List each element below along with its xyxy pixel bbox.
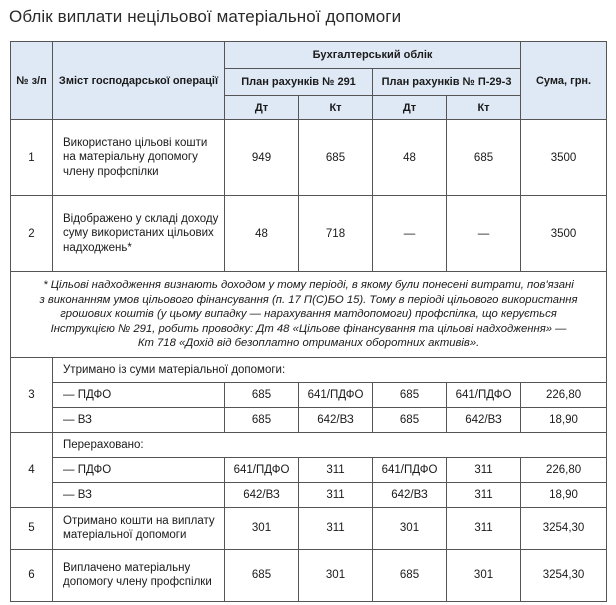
row-kt1: 718 <box>299 196 373 272</box>
row-kt1: 685 <box>299 120 373 196</box>
table-row <box>11 382 607 407</box>
row-dt1: 48 <box>225 196 299 272</box>
row-sum: 18,90 <box>521 482 607 507</box>
row-operation: — ПДФО <box>53 457 225 482</box>
row-dt1: 685 <box>225 549 299 601</box>
row-num: 1 <box>11 120 53 196</box>
row-kt2: 641/ПДФО <box>447 382 521 407</box>
row-dt2: 685 <box>373 382 447 407</box>
footnote <box>11 272 607 358</box>
header-dt-291: Дт <box>225 96 299 120</box>
table-row <box>11 432 607 457</box>
row-operation: Використано цільові кошти на матеріальну допомогу члену профспілки <box>53 120 225 196</box>
row-operation: Виплачено матеріальну допомогу члену профспілки <box>53 549 225 601</box>
row-num: 6 <box>11 549 53 601</box>
row-operation: Отримано кошти на виплату матеріальної допомоги <box>53 507 225 549</box>
row-sum: 3500 <box>521 196 607 272</box>
row-num: 3 <box>11 357 53 432</box>
table-row <box>11 457 607 482</box>
footnote-line: Інструкцією № 291, робить проводку: Дт 48 «Цільове фінансування та цільові надходження» — <box>50 322 567 335</box>
header-plan-p29: План рахунків № П-29-3 <box>373 69 521 96</box>
row-dt1: 949 <box>225 120 299 196</box>
table-row <box>11 482 607 507</box>
row-kt1: 642/ВЗ <box>299 407 373 432</box>
header-sum: Сума, грн. <box>521 42 607 120</box>
row-kt2: 311 <box>447 457 521 482</box>
row-sum: 18,90 <box>521 407 607 432</box>
row-dt1: 685 <box>225 407 299 432</box>
table-row <box>11 120 607 196</box>
row-dt2: 642/ВЗ <box>373 482 447 507</box>
row-num: 5 <box>11 507 53 549</box>
row-dt1: 301 <box>225 507 299 549</box>
row-sum: 226,80 <box>521 457 607 482</box>
page-title: Облік виплати нецільової матеріальної допомоги <box>9 7 402 26</box>
header-kt-291: Кт <box>299 96 373 120</box>
row-num: 2 <box>11 196 53 272</box>
row-kt1: 311 <box>299 457 373 482</box>
row-kt1: 641/ПДФО <box>299 382 373 407</box>
table-row <box>11 357 607 382</box>
header-num: № з/п <box>11 42 53 120</box>
header-kt-p29: Кт <box>447 96 521 120</box>
table-row <box>11 507 607 549</box>
row-dt2: 685 <box>373 407 447 432</box>
table-row <box>11 196 607 272</box>
row-dt2: 685 <box>373 549 447 601</box>
row-kt2: 311 <box>447 507 521 549</box>
row-operation: Відображено у складі доходу суму використаних цільових надходжень* <box>53 196 225 272</box>
footnote-row <box>11 272 607 358</box>
row-sum: 3254,30 <box>521 507 607 549</box>
row-operation: — ВЗ <box>53 407 225 432</box>
row-group-title: Перераховано: <box>53 432 607 457</box>
header-operation: Зміст господарської операції <box>53 42 225 120</box>
row-kt2: 642/ВЗ <box>447 407 521 432</box>
row-sum: 3254,30 <box>521 549 607 601</box>
footnote-line: з виконанням умов цільового фінансування (п. 17 П(С)БО 15). Тому в періоді цільового використання <box>39 293 578 306</box>
accounting-table <box>10 41 607 602</box>
table-row <box>11 549 607 601</box>
header-accounting: Бухгалтерський облік <box>225 42 521 69</box>
row-dt2: 641/ПДФО <box>373 457 447 482</box>
row-dt1: 642/ВЗ <box>225 482 299 507</box>
footnote-line: грошових коштів (у цьому випадку — нарахування матдопомоги) профспілка, що керується <box>60 308 557 320</box>
header-plan-291: План рахунків № 291 <box>225 69 373 96</box>
row-kt2: 685 <box>447 120 521 196</box>
row-dt2: 48 <box>373 120 447 196</box>
row-sum: 3500 <box>521 120 607 196</box>
row-kt1: 311 <box>299 507 373 549</box>
row-dt1: 685 <box>225 382 299 407</box>
row-kt2: 301 <box>447 549 521 601</box>
row-kt1: 311 <box>299 482 373 507</box>
header-dt-p29: Дт <box>373 96 447 120</box>
footnote-line: * Цільові надходження визнають доходом у тому періоді, в якому були понесені витрати, пов'язані <box>43 279 574 291</box>
row-operation: — ПДФО <box>53 382 225 407</box>
row-dt2: — <box>373 196 447 272</box>
row-sum: 226,80 <box>521 382 607 407</box>
row-kt1: 301 <box>299 549 373 601</box>
row-kt2: 311 <box>447 482 521 507</box>
row-dt1: 641/ПДФО <box>225 457 299 482</box>
row-dt2: 301 <box>373 507 447 549</box>
row-num: 4 <box>11 432 53 507</box>
row-operation: — ВЗ <box>53 482 225 507</box>
row-group-title: Утримано із суми матеріальної допомоги: <box>53 357 607 382</box>
row-kt2: — <box>447 196 521 272</box>
table-row <box>11 407 607 432</box>
footnote-line: Кт 718 «Дохід від безоплатно отриманих оборотних активів». <box>137 337 480 349</box>
